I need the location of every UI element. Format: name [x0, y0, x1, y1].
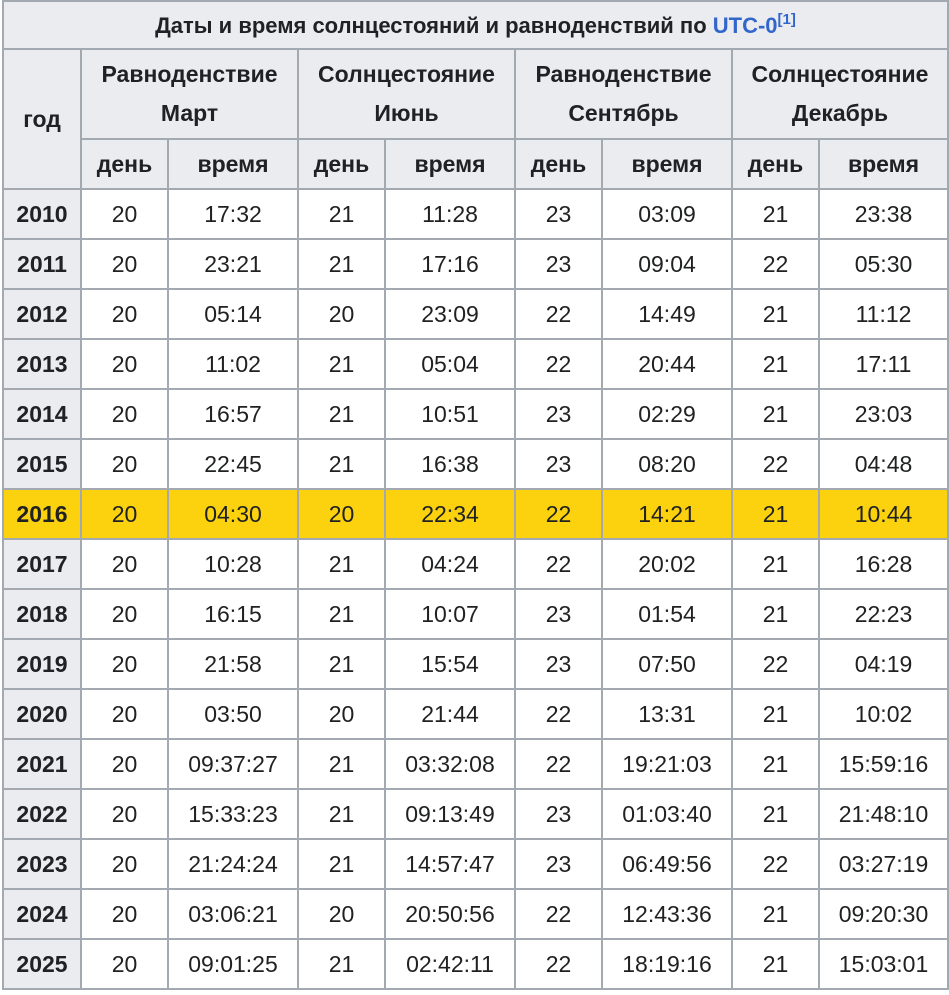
december-day-cell: 21 — [732, 689, 819, 739]
march-equinox-header — [81, 49, 298, 139]
september-day-cell: 23 — [515, 239, 602, 289]
september-time-cell: 14:21 — [602, 489, 732, 539]
solstice-table-container — [2, 0, 947, 990]
table-row — [3, 689, 948, 739]
june-day-cell: 21 — [298, 739, 385, 789]
december-time-cell: 04:48 — [819, 439, 948, 489]
year-cell: 2024 — [3, 889, 81, 939]
day-header: день — [732, 139, 819, 189]
march-time-cell: 05:14 — [168, 289, 298, 339]
september-time-cell: 02:29 — [602, 389, 732, 439]
march-day-cell: 20 — [81, 539, 168, 589]
december-time-cell: 05:30 — [819, 239, 948, 289]
december-time-cell: 03:27:19 — [819, 839, 948, 889]
september-time-cell: 19:21:03 — [602, 739, 732, 789]
header-line2: Март — [160, 100, 219, 126]
day-header: день — [515, 139, 602, 189]
march-day-cell: 20 — [81, 639, 168, 689]
year-cell: 2013 — [3, 339, 81, 389]
june-time-cell: 21:44 — [385, 689, 515, 739]
december-day-cell: 22 — [732, 239, 819, 289]
june-time-cell: 05:04 — [385, 339, 515, 389]
year-cell: 2023 — [3, 839, 81, 889]
time-header: время — [168, 139, 298, 189]
march-day-cell: 20 — [81, 289, 168, 339]
december-time-cell: 15:03:01 — [819, 939, 948, 989]
december-time-cell: 11:12 — [819, 289, 948, 339]
march-day-cell: 20 — [81, 739, 168, 789]
header-line1: Солнцестояние — [318, 61, 495, 87]
solstice-equinox-table — [2, 0, 949, 990]
june-day-cell: 20 — [298, 289, 385, 339]
september-day-cell: 23 — [515, 589, 602, 639]
march-time-cell: 04:30 — [168, 489, 298, 539]
header-line2: Июнь — [374, 100, 439, 126]
december-time-cell: 21:48:10 — [819, 789, 948, 839]
september-day-cell: 22 — [515, 489, 602, 539]
december-time-cell: 04:19 — [819, 639, 948, 689]
time-header: время — [385, 139, 515, 189]
year-cell: 2014 — [3, 389, 81, 439]
june-day-cell: 21 — [298, 939, 385, 989]
june-day-cell: 21 — [298, 539, 385, 589]
december-day-cell: 21 — [732, 889, 819, 939]
december-day-cell: 21 — [732, 389, 819, 439]
header-line2: Декабрь — [791, 100, 889, 126]
table-row — [3, 489, 948, 539]
june-time-cell: 10:51 — [385, 389, 515, 439]
table-body — [3, 189, 948, 989]
december-time-cell: 16:28 — [819, 539, 948, 589]
june-day-cell: 21 — [298, 189, 385, 239]
march-time-cell: 09:37:27 — [168, 739, 298, 789]
march-time-cell: 03:50 — [168, 689, 298, 739]
september-day-cell: 23 — [515, 839, 602, 889]
year-cell: 2017 — [3, 539, 81, 589]
year-cell: 2011 — [3, 239, 81, 289]
march-day-cell: 20 — [81, 789, 168, 839]
june-day-cell: 21 — [298, 639, 385, 689]
year-cell: 2020 — [3, 689, 81, 739]
day-header: день — [81, 139, 168, 189]
year-cell: 2018 — [3, 589, 81, 639]
reference-link[interactable]: [1] — [777, 11, 796, 28]
table-row — [3, 939, 948, 989]
june-day-cell: 21 — [298, 439, 385, 489]
table-row — [3, 639, 948, 689]
june-time-cell: 16:38 — [385, 439, 515, 489]
december-day-cell: 21 — [732, 789, 819, 839]
september-time-cell: 01:54 — [602, 589, 732, 639]
june-day-cell: 21 — [298, 239, 385, 289]
december-solstice-header — [732, 49, 948, 139]
header-line2: Сентябрь — [568, 100, 679, 126]
december-day-cell: 22 — [732, 439, 819, 489]
march-time-cell: 16:15 — [168, 589, 298, 639]
header-line1: Солнцестояние — [751, 61, 929, 87]
table-row — [3, 239, 948, 289]
june-day-cell: 21 — [298, 339, 385, 389]
march-time-cell: 21:24:24 — [168, 839, 298, 889]
table-caption — [3, 1, 948, 49]
december-time-cell: 10:44 — [819, 489, 948, 539]
table-row — [3, 839, 948, 889]
june-time-cell: 20:50:56 — [385, 889, 515, 939]
march-day-cell: 20 — [81, 889, 168, 939]
september-time-cell: 12:43:36 — [602, 889, 732, 939]
september-day-cell: 22 — [515, 889, 602, 939]
year-header: год — [3, 49, 81, 189]
header-line1: Равноденствие — [535, 61, 712, 87]
june-day-cell: 20 — [298, 489, 385, 539]
september-equinox-header — [515, 49, 732, 139]
june-time-cell: 02:42:11 — [385, 939, 515, 989]
december-time-cell: 17:11 — [819, 339, 948, 389]
year-cell: 2016 — [3, 489, 81, 539]
december-day-cell: 21 — [732, 739, 819, 789]
june-day-cell: 21 — [298, 389, 385, 439]
september-day-cell: 23 — [515, 789, 602, 839]
june-day-cell: 21 — [298, 789, 385, 839]
march-day-cell: 20 — [81, 589, 168, 639]
december-day-cell: 21 — [732, 939, 819, 989]
year-cell: 2022 — [3, 789, 81, 839]
june-time-cell: 14:57:47 — [385, 839, 515, 889]
september-day-cell: 22 — [515, 939, 602, 989]
september-time-cell: 08:20 — [602, 439, 732, 489]
september-time-cell: 14:49 — [602, 289, 732, 339]
june-day-cell: 20 — [298, 889, 385, 939]
table-row — [3, 789, 948, 839]
march-day-cell: 20 — [81, 439, 168, 489]
september-day-cell: 23 — [515, 639, 602, 689]
year-cell: 2010 — [3, 189, 81, 239]
june-time-cell: 04:24 — [385, 539, 515, 589]
march-time-cell: 03:06:21 — [168, 889, 298, 939]
june-time-cell: 03:32:08 — [385, 739, 515, 789]
year-cell: 2012 — [3, 289, 81, 339]
september-time-cell: 18:19:16 — [602, 939, 732, 989]
september-day-cell: 23 — [515, 439, 602, 489]
table-row — [3, 539, 948, 589]
march-time-cell: 17:32 — [168, 189, 298, 239]
march-day-cell: 20 — [81, 389, 168, 439]
march-time-cell: 15:33:23 — [168, 789, 298, 839]
december-time-cell: 15:59:16 — [819, 739, 948, 789]
december-time-cell: 23:38 — [819, 189, 948, 239]
september-time-cell: 13:31 — [602, 689, 732, 739]
june-day-cell: 21 — [298, 589, 385, 639]
september-time-cell: 20:44 — [602, 339, 732, 389]
september-time-cell: 01:03:40 — [602, 789, 732, 839]
table-row — [3, 589, 948, 639]
march-time-cell: 09:01:25 — [168, 939, 298, 989]
june-time-cell: 17:16 — [385, 239, 515, 289]
table-row — [3, 289, 948, 339]
march-day-cell: 20 — [81, 939, 168, 989]
june-time-cell: 22:34 — [385, 489, 515, 539]
december-day-cell: 22 — [732, 839, 819, 889]
june-time-cell: 23:09 — [385, 289, 515, 339]
march-day-cell: 20 — [81, 839, 168, 889]
september-day-cell: 23 — [515, 389, 602, 439]
table-row — [3, 339, 948, 389]
june-day-cell: 20 — [298, 689, 385, 739]
table-row — [3, 439, 948, 489]
september-day-cell: 22 — [515, 339, 602, 389]
december-day-cell: 21 — [732, 289, 819, 339]
header-line1: Равноденствие — [101, 61, 278, 87]
table-row — [3, 739, 948, 789]
march-time-cell: 23:21 — [168, 239, 298, 289]
time-header: время — [819, 139, 948, 189]
september-time-cell: 09:04 — [602, 239, 732, 289]
december-day-cell: 21 — [732, 189, 819, 239]
march-day-cell: 20 — [81, 339, 168, 389]
year-cell: 2015 — [3, 439, 81, 489]
march-time-cell: 16:57 — [168, 389, 298, 439]
march-day-cell: 20 — [81, 489, 168, 539]
december-day-cell: 22 — [732, 639, 819, 689]
december-time-cell: 23:03 — [819, 389, 948, 439]
year-cell: 2021 — [3, 739, 81, 789]
september-time-cell: 07:50 — [602, 639, 732, 689]
december-day-cell: 21 — [732, 589, 819, 639]
day-header: день — [298, 139, 385, 189]
december-time-cell: 22:23 — [819, 589, 948, 639]
september-time-cell: 03:09 — [602, 189, 732, 239]
caption-text: Даты и время солнцестояний и равноденствий по — [155, 13, 713, 38]
time-header: время — [602, 139, 732, 189]
june-solstice-header — [298, 49, 515, 139]
december-time-cell: 10:02 — [819, 689, 948, 739]
june-time-cell: 10:07 — [385, 589, 515, 639]
september-time-cell: 06:49:56 — [602, 839, 732, 889]
table-row — [3, 389, 948, 439]
table-row — [3, 889, 948, 939]
march-time-cell: 22:45 — [168, 439, 298, 489]
march-time-cell: 11:02 — [168, 339, 298, 389]
september-day-cell: 22 — [515, 739, 602, 789]
june-time-cell: 15:54 — [385, 639, 515, 689]
march-day-cell: 20 — [81, 189, 168, 239]
utc-link[interactable]: UTC-0 — [712, 13, 778, 38]
march-day-cell: 20 — [81, 689, 168, 739]
september-day-cell: 22 — [515, 539, 602, 589]
september-day-cell: 22 — [515, 689, 602, 739]
march-time-cell: 10:28 — [168, 539, 298, 589]
december-day-cell: 21 — [732, 489, 819, 539]
june-time-cell: 11:28 — [385, 189, 515, 239]
table-row — [3, 189, 948, 239]
december-time-cell: 09:20:30 — [819, 889, 948, 939]
september-day-cell: 23 — [515, 189, 602, 239]
december-day-cell: 21 — [732, 539, 819, 589]
september-day-cell: 22 — [515, 289, 602, 339]
june-day-cell: 21 — [298, 839, 385, 889]
year-cell: 2025 — [3, 939, 81, 989]
december-day-cell: 21 — [732, 339, 819, 389]
march-time-cell: 21:58 — [168, 639, 298, 689]
year-cell: 2019 — [3, 639, 81, 689]
june-time-cell: 09:13:49 — [385, 789, 515, 839]
september-time-cell: 20:02 — [602, 539, 732, 589]
march-day-cell: 20 — [81, 239, 168, 289]
